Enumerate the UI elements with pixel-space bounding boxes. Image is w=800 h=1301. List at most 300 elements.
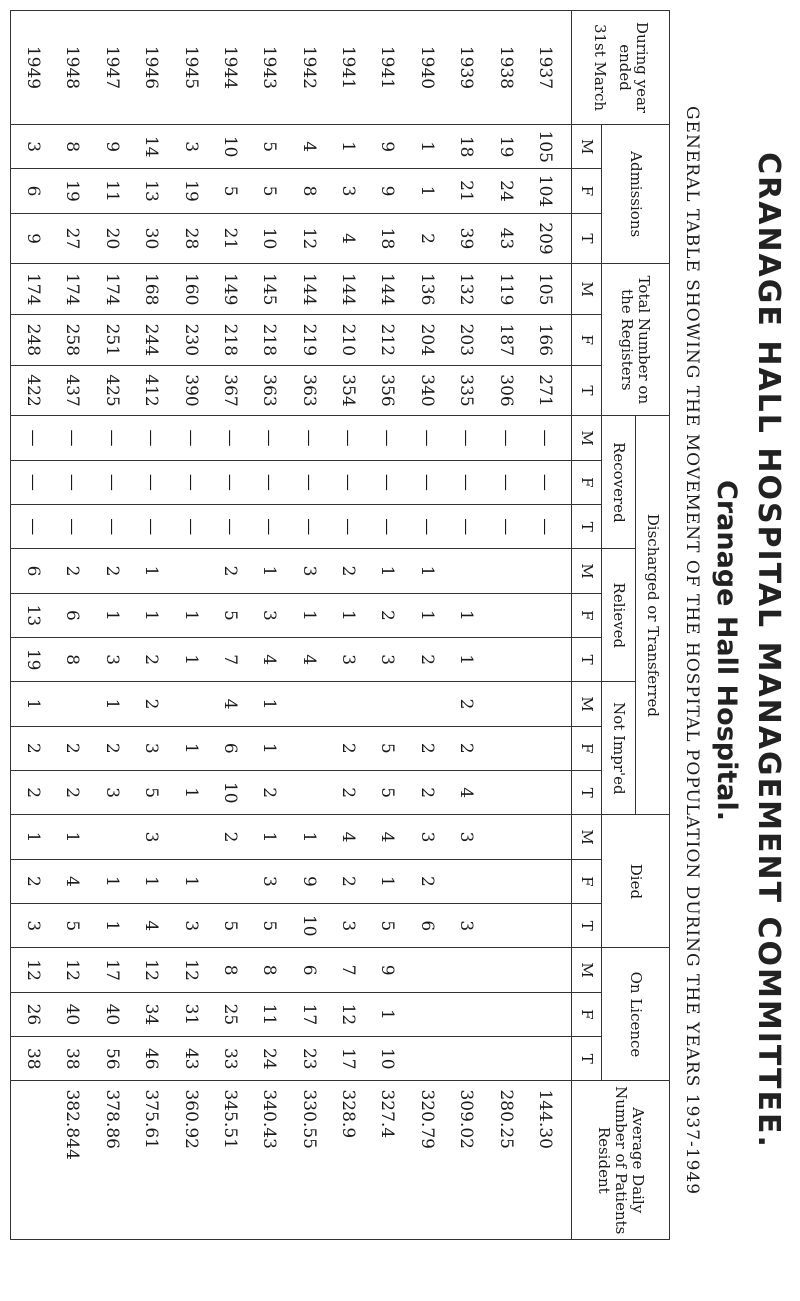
adm-f-header: F (572, 169, 602, 213)
rel-t-cell: 3 (377, 654, 398, 666)
died-f-cell: 1 (101, 875, 122, 887)
tot-m-cell: 144 (338, 272, 359, 306)
relieved-header: Relieved (602, 549, 636, 682)
tot-m-cell: 149 (220, 272, 240, 306)
rel-f-cell: 1 (298, 609, 319, 621)
ni-t-cell: 2 (416, 787, 437, 799)
rec-m-cell: — (23, 429, 44, 447)
lic-t-cell (411, 1037, 443, 1080)
rec-t-cell: — (298, 518, 319, 536)
adm-f-cell: 1 (416, 185, 437, 197)
ni-f-cell: 2 (456, 742, 477, 754)
died-m-cell (490, 815, 522, 858)
died-m-column (11, 815, 572, 859)
rec-t-cell: — (62, 518, 83, 536)
ni-m-cell (490, 682, 522, 725)
adm-t-header: T (572, 213, 602, 264)
tot-t-cell: 412 (141, 374, 162, 407)
lic-f-cell: 1 (377, 1009, 398, 1020)
rel-m-cell: 3 (298, 565, 319, 577)
rec-f-cell: — (259, 473, 280, 491)
sex-header-row (572, 11, 602, 1240)
adm-t-cell: 2 (416, 233, 437, 244)
rel-f-cell: 1 (101, 609, 122, 621)
died-m-cell: 3 (416, 831, 437, 843)
tot-m-cell: 105 (535, 272, 555, 306)
ni-m-cell (57, 682, 89, 725)
rel-t-column (11, 638, 572, 682)
ni-t-cell: 4 (456, 787, 477, 799)
ni-t-cell: 5 (141, 787, 162, 799)
lic-t-cell: 17 (338, 1047, 359, 1070)
lic-f-cell (490, 993, 522, 1036)
rec-f-cell: — (23, 473, 44, 491)
lic-f-cell: 34 (141, 1003, 162, 1026)
ni-m-cell: 2 (456, 698, 477, 710)
rec-f-cell: — (62, 473, 83, 491)
rec-m-cell: — (180, 429, 201, 447)
died-f-column (11, 859, 572, 903)
died-t-cell (490, 904, 522, 947)
lic-f-cell (411, 993, 443, 1036)
rel-f-cell: 1 (456, 609, 477, 621)
adm-t-cell: 209 (535, 222, 555, 255)
tot-m-cell: 144 (377, 272, 398, 306)
died-m-cell: 3 (456, 831, 477, 843)
rec-f-cell: — (298, 473, 319, 491)
adm-f-cell: 9 (377, 185, 398, 197)
ni-m-cell: 1 (101, 698, 122, 710)
rec-t-cell: — (220, 518, 240, 536)
hospital-heading: Cranage Hall Hospital. (711, 480, 742, 821)
adm-m-cell: 1 (338, 141, 359, 153)
died-f-cell: 1 (180, 875, 201, 887)
adm-t-cell: 9 (23, 233, 44, 244)
year-cell: 1945 (180, 45, 201, 90)
ni-f-cell: 2 (416, 742, 437, 754)
died-t-cell: 3 (338, 920, 359, 932)
rel-f-cell: 2 (377, 609, 398, 621)
tot-f-cell: 204 (416, 323, 437, 357)
rec-t-cell: — (101, 518, 122, 536)
died-f-cell: 2 (23, 875, 44, 887)
died-m-cell: 1 (298, 831, 319, 843)
adm-t-cell: 18 (377, 227, 398, 250)
rec-m-cell: — (101, 429, 122, 447)
died-f-cell: 2 (416, 875, 437, 887)
ni-f-cell (490, 727, 522, 770)
died-f-cell (214, 860, 246, 903)
rel-t-cell: 4 (298, 654, 319, 666)
tot-t-cell: 306 (495, 374, 516, 407)
year-cell: 1937 (535, 45, 555, 90)
tot-m-cell: 160 (180, 272, 201, 306)
adm-t-cell: 20 (101, 227, 122, 250)
tot-f-cell: 219 (298, 323, 319, 357)
tot-t-column (11, 365, 572, 416)
ni-t-cell: 2 (62, 787, 83, 799)
died-f-header: F (572, 859, 602, 903)
died-m-cell: 1 (62, 831, 83, 843)
rel-t-cell: 2 (416, 654, 437, 666)
ni-f-column (11, 726, 572, 770)
admissions-header: Admissions (602, 125, 670, 264)
adm-f-cell: 11 (101, 180, 122, 202)
rec-t-cell: — (338, 518, 359, 536)
tot-m-cell: 145 (259, 272, 280, 306)
year-header (572, 11, 670, 125)
died-m-cell (96, 815, 128, 858)
discharged-header: Discharged or Transferred (636, 416, 670, 815)
died-f-cell (490, 860, 522, 903)
rel-t-cell: 3 (101, 654, 122, 666)
ni-f-cell (293, 727, 325, 770)
rec-t-header: T (572, 505, 602, 549)
rec-t-cell: — (259, 518, 280, 536)
rel-t-cell: 8 (62, 654, 83, 666)
lic-m-cell: 9 (377, 964, 398, 976)
ni-f-cell: 2 (62, 742, 83, 754)
rec-f-cell: — (495, 473, 516, 491)
adm-f-cell: 5 (220, 185, 240, 197)
died-t-cell: 4 (141, 920, 162, 932)
year-cell: 1940 (416, 45, 437, 90)
adm-f-cell: 104 (535, 174, 555, 208)
died-f-cell: 1 (141, 875, 162, 887)
rel-t-cell: 2 (141, 654, 162, 666)
adm-t-column (11, 213, 572, 264)
rel-t-cell: 3 (338, 654, 359, 666)
died-t-header: T (572, 904, 602, 948)
data-body-row (11, 11, 572, 1240)
lic-m-cell (450, 948, 482, 991)
adm-f-cell: 24 (495, 180, 516, 202)
year-column (11, 11, 572, 125)
died-t-cell: 5 (377, 920, 398, 932)
ni-m-cell: 4 (220, 698, 240, 710)
lic-f-cell: 26 (23, 1003, 44, 1026)
adm-t-cell: 12 (298, 227, 319, 250)
rel-m-cell: 1 (416, 565, 437, 577)
rel-m-cell: 6 (23, 565, 44, 577)
rec-t-cell: — (495, 518, 516, 536)
average-cell: 327.4 (377, 1089, 398, 1139)
tot-t-cell: 390 (180, 374, 201, 407)
died-t-cell (529, 904, 561, 947)
ni-m-column (11, 682, 572, 726)
died-m-cell: 2 (220, 831, 240, 843)
adm-f-cell: 5 (259, 185, 280, 197)
died-t-cell: 5 (259, 920, 280, 932)
year-header-text: During year ended (616, 21, 651, 114)
rec-t-column (11, 505, 572, 549)
adm-f-column (11, 169, 572, 213)
tot-f-column (11, 315, 572, 366)
rec-m-cell: — (259, 429, 280, 447)
lic-m-cell: 17 (101, 959, 122, 981)
ni-f-cell: 2 (338, 742, 359, 754)
rel-f-header: F (572, 593, 602, 637)
year-cell: 1948 (62, 45, 83, 90)
ni-m-cell (372, 682, 404, 725)
rel-f-cell: 1 (338, 609, 359, 621)
rec-m-cell: — (141, 429, 162, 447)
recovered-header: Recovered (602, 416, 636, 549)
lic-t-cell: 38 (62, 1047, 83, 1070)
ni-f-cell: 6 (220, 742, 240, 754)
ni-t-cell: 5 (377, 787, 398, 799)
tot-f-cell: 258 (62, 323, 83, 357)
rel-m-cell (450, 549, 482, 592)
died-f-cell: 9 (298, 875, 319, 887)
committee-heading: CRANAGE HALL HOSPITAL MANAGEMENT COMMITTEE. (751, 152, 786, 1149)
ni-f-cell: 1 (259, 742, 280, 754)
adm-m-cell: 5 (259, 141, 280, 153)
adm-t-cell: 43 (495, 227, 516, 250)
lic-t-cell: 46 (141, 1047, 162, 1070)
tot-f-cell: 251 (101, 323, 122, 357)
tot-t-cell: 425 (101, 374, 122, 407)
rel-f-cell: 1 (180, 609, 201, 621)
tot-t-cell: 354 (338, 374, 359, 407)
tot-t-cell: 356 (377, 374, 398, 407)
ni-t-cell: 2 (338, 787, 359, 799)
adm-m-cell: 105 (535, 130, 555, 163)
lic-t-cell (490, 1037, 522, 1080)
rel-m-cell: 1 (141, 565, 162, 577)
rel-f-cell: 1 (416, 609, 437, 621)
average-cell: 378.86 (101, 1089, 122, 1149)
rec-f-cell: — (456, 473, 477, 491)
licence-header: On Licence (602, 948, 670, 1081)
rel-f-cell (529, 594, 561, 637)
rec-t-cell: — (377, 518, 398, 536)
lic-t-cell: 43 (180, 1047, 201, 1070)
died-t-column (11, 904, 572, 948)
lic-m-cell: 12 (141, 959, 162, 981)
lic-m-cell (529, 948, 561, 991)
lic-t-cell: 24 (259, 1047, 280, 1070)
average-cell: 309.02 (456, 1089, 477, 1149)
rec-f-cell: — (220, 473, 240, 491)
ni-m-header: M (572, 682, 602, 726)
lic-f-cell: 25 (220, 1003, 240, 1026)
adm-t-cell: 4 (338, 233, 359, 244)
average-cell: 144.30 (535, 1089, 555, 1149)
average-column (11, 1081, 572, 1240)
adm-f-cell: 3 (338, 185, 359, 197)
died-f-cell (450, 860, 482, 903)
ni-t-cell: 2 (23, 787, 44, 799)
lic-f-cell: 40 (62, 1003, 83, 1026)
tot-t-cell: 340 (416, 374, 437, 407)
lic-f-cell (450, 993, 482, 1036)
lic-m-cell: 12 (23, 959, 44, 981)
ni-f-cell: 3 (141, 742, 162, 754)
lic-f-cell: 17 (298, 1003, 319, 1026)
average-cell (17, 1081, 49, 1239)
died-f-cell: 1 (377, 875, 398, 887)
year-cell: 1941 (377, 45, 398, 90)
lic-t-cell (529, 1037, 561, 1080)
adm-m-cell: 14 (141, 135, 162, 158)
ni-t-header: T (572, 771, 602, 815)
tot-m-cell: 136 (416, 272, 437, 306)
year-cell: 1949 (23, 45, 44, 90)
average-cell: 360.92 (180, 1089, 201, 1149)
adm-f-cell: 19 (180, 180, 201, 202)
tot-m-cell: 132 (456, 272, 477, 306)
lic-m-header: M (572, 948, 602, 992)
rec-m-cell: — (220, 429, 240, 447)
ni-m-cell: 1 (23, 698, 44, 710)
rec-t-cell: — (535, 518, 555, 536)
average-cell: 345.51 (220, 1089, 240, 1149)
rel-f-cell: 5 (220, 609, 240, 621)
lic-t-column (11, 1037, 572, 1081)
tot-t-cell: 335 (456, 374, 477, 407)
lic-f-cell: 11 (259, 1003, 280, 1026)
rel-m-cell: 2 (338, 565, 359, 577)
rel-m-header: M (572, 549, 602, 593)
rec-m-cell: — (495, 429, 516, 447)
rel-t-cell (529, 638, 561, 681)
lic-m-cell (490, 948, 522, 991)
average-cell: 375.61 (141, 1089, 162, 1149)
year-cell: 1944 (220, 45, 240, 90)
rel-t-cell: 1 (180, 654, 201, 666)
ni-m-cell: 2 (141, 698, 162, 710)
tot-f-cell: 218 (220, 323, 240, 357)
year-cell: 1947 (101, 45, 122, 90)
rec-t-cell: — (180, 518, 201, 536)
lic-f-cell: 31 (180, 1003, 201, 1026)
ni-f-cell: 1 (180, 742, 201, 754)
not-improved-header: Not Impr'ed (602, 682, 636, 815)
total-header: Total Number on the Registers (602, 264, 670, 416)
rec-f-header: F (572, 460, 602, 504)
adm-m-cell: 3 (180, 141, 201, 153)
rel-t-cell: 19 (23, 648, 44, 671)
adm-m-cell: 9 (101, 141, 122, 153)
tot-t-cell: 363 (259, 374, 280, 407)
lic-f-column (11, 992, 572, 1036)
rec-f-cell: — (377, 473, 398, 491)
year-cell: 1941 (338, 45, 359, 90)
rec-t-cell: — (141, 518, 162, 536)
adm-m-cell: 18 (456, 135, 477, 158)
lic-f-cell: 12 (338, 1003, 359, 1026)
lic-m-cell: 7 (338, 964, 359, 976)
rel-f-cell: 6 (62, 609, 83, 621)
tot-m-cell: 174 (101, 272, 122, 306)
rec-m-cell: — (456, 429, 477, 447)
tot-m-cell: 144 (298, 272, 319, 306)
tot-f-cell: 248 (23, 323, 44, 357)
rel-m-cell (529, 549, 561, 592)
adm-m-column (11, 125, 572, 169)
adm-m-cell: 4 (298, 141, 319, 153)
adm-m-cell: 9 (377, 141, 398, 153)
tot-t-cell: 437 (62, 374, 83, 407)
died-m-cell: 1 (259, 831, 280, 843)
lic-f-header: F (572, 992, 602, 1036)
rel-f-cell: 3 (259, 609, 280, 621)
average-cell: 340.43 (259, 1089, 280, 1149)
lic-t-cell (450, 1037, 482, 1080)
population-table (10, 10, 670, 1240)
rec-m-cell: — (416, 429, 437, 447)
died-t-cell: 10 (298, 914, 319, 937)
rec-m-column (11, 416, 572, 460)
rec-m-header: M (572, 416, 602, 460)
average-cell: 280.25 (495, 1089, 516, 1149)
tot-f-cell: 203 (456, 323, 477, 357)
year-cell: 1938 (495, 45, 516, 90)
rel-m-cell: 2 (101, 565, 122, 577)
tot-t-cell: 363 (298, 374, 319, 407)
died-m-cell (529, 815, 561, 858)
tot-m-cell: 168 (141, 272, 162, 306)
died-m-cell: 3 (141, 831, 162, 843)
adm-f-cell: 13 (141, 180, 162, 202)
adm-f-cell: 19 (62, 180, 83, 202)
lic-m-cell: 8 (220, 964, 240, 976)
died-t-cell: 5 (62, 920, 83, 932)
tot-m-column (11, 264, 572, 315)
lic-m-column (11, 948, 572, 992)
adm-t-cell: 39 (456, 227, 477, 250)
adm-m-cell: 8 (62, 141, 83, 153)
rec-f-cell: — (141, 473, 162, 491)
rec-m-cell: — (298, 429, 319, 447)
lic-m-cell: 12 (62, 959, 83, 981)
rel-f-cell: 1 (141, 609, 162, 621)
ni-m-cell (529, 682, 561, 725)
rec-f-cell: — (416, 473, 437, 491)
lic-f-cell: 40 (101, 1003, 122, 1026)
rel-f-cell: 13 (23, 604, 44, 627)
ni-m-cell: 1 (259, 698, 280, 710)
rec-f-column (11, 460, 572, 504)
tot-t-cell: 367 (220, 374, 240, 407)
adm-m-cell: 10 (220, 135, 240, 158)
rel-m-cell: 2 (62, 565, 83, 577)
rel-m-cell: 2 (220, 565, 240, 577)
ni-t-cell (490, 771, 522, 814)
rec-f-cell: — (180, 473, 201, 491)
table-title: GENERAL TABLE SHOWING THE MOVEMENT OF THE HOSPITAL POPULATION DURING THE YEARS 1937-1949 (682, 105, 702, 1196)
lic-t-cell: 38 (23, 1047, 44, 1070)
adm-t-cell: 28 (180, 227, 201, 250)
rel-t-cell (490, 638, 522, 681)
tot-t-header: T (572, 365, 602, 416)
died-t-cell: 3 (456, 920, 477, 932)
ni-f-header: F (572, 726, 602, 770)
ni-t-cell: 1 (180, 787, 201, 799)
died-t-cell: 1 (101, 920, 122, 932)
died-m-cell: 1 (23, 831, 44, 843)
lic-m-cell (411, 948, 443, 991)
tot-f-cell: 187 (495, 323, 516, 357)
ni-t-cell: 3 (101, 787, 122, 799)
died-header: Died (602, 815, 670, 948)
year-cell: 1939 (456, 45, 477, 90)
ni-m-cell (411, 682, 443, 725)
died-m-cell: 4 (338, 831, 359, 843)
year-cell: 1946 (141, 45, 162, 90)
ni-t-cell (293, 771, 325, 814)
